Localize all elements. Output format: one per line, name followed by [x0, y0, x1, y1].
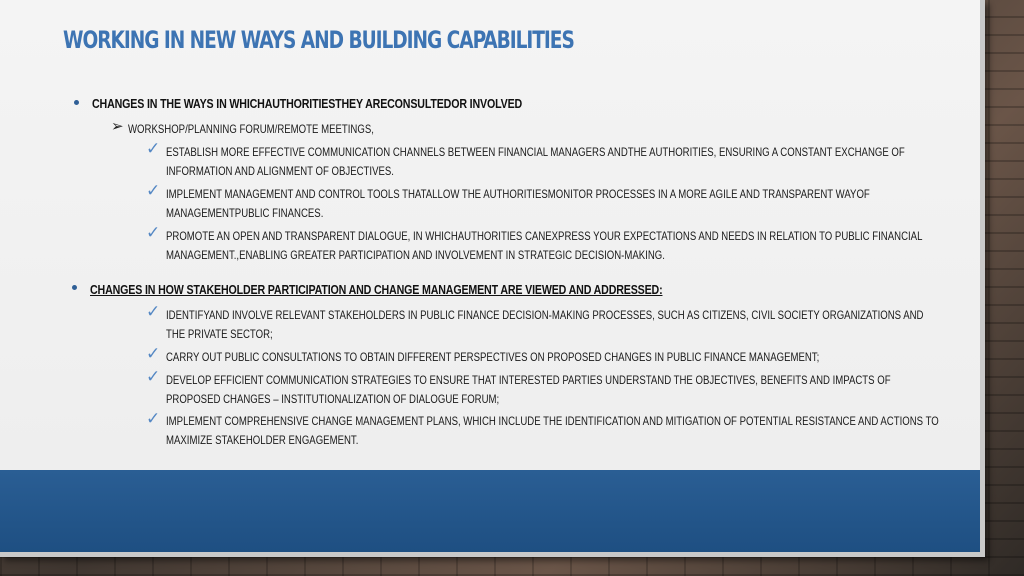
- section1-sub: WORKSHOP/PLANNING FORUM/REMOTE MEETINGS,: [128, 122, 374, 136]
- section2-item: DEVELOP EFFICIENT COMMUNICATION STRATEGIES TO ENSURE THAT INTERESTED PARTIES UNDERSTAND THE OBJECTIVES, BENEFITS AND IMPACTS OF PROPOSED CHANGES – INSTITUTIONALIZATION OF DIALOGUE FORUM;: [166, 373, 891, 406]
- section1-item: IMPLEMENT MANAGEMENT AND CONTROL TOOLS THATALLOW THE AUTHORITIESMONITOR PROCESSES IN A MORE AGILE AND TRANSPARENT WAYOF MANAGEMENTPUBLIC FINANCES.: [166, 187, 870, 220]
- section1-item: PROMOTE AN OPEN AND TRANSPARENT DIALOGUE, IN WHICHAUTHORITIES CANEXPRESS YOUR EXPECTATIONS AND NEEDS IN RELATION TO PUBLIC FINANCIAL MANAGEMENT.,ENABLING GREATER PARTICIPATION AND INVOLVEMENT IN STRATEGIC DECISION-MAKING.: [166, 229, 923, 262]
- arrow-bullet-icon: ➢: [111, 118, 124, 135]
- slide-title: WORKING IN NEW WAYS AND BUILDING CAPABILITIES: [63, 26, 574, 54]
- section1-item: ESTABLISH MORE EFFECTIVE COMMUNICATION CHANNELS BETWEEN FINANCIAL MANAGERS ANDTHE AUTHORITIES, ENSURING A CONSTANT EXCHANGE OF INFORMATION AND ALIGNMENT OF OBJECTIVES.: [166, 145, 905, 178]
- check-icon: ✓: [146, 181, 161, 200]
- section2-item: CARRY OUT PUBLIC CONSULTATIONS TO OBTAIN DIFFERENT PERSPECTIVES ON PROPOSED CHANGES IN PUBLIC FINANCE MANAGEMENT;: [166, 350, 820, 364]
- section2-heading: CHANGES IN HOW STAKEHOLDER PARTICIPATION AND CHANGE MANAGEMENT ARE VIEWED AND ADDRESSED:: [90, 282, 663, 297]
- section2-item: IDENTIFYAND INVOLVE RELEVANT STAKEHOLDERS IN PUBLIC FINANCE DECISION-MAKING PROCESSES, SUCH AS CITIZENS, CIVIL SOCIETY ORGANIZATIONS AND THE PRIVATE SECTOR;: [166, 308, 924, 341]
- check-icon: ✓: [146, 139, 161, 158]
- check-icon: ✓: [146, 223, 161, 242]
- section1-heading: CHANGES IN THE WAYS IN WHICHAUTHORITIESTHEY ARECONSULTEDOR INVOLVED: [92, 96, 523, 111]
- check-icon: ✓: [146, 344, 161, 363]
- check-icon: ✓: [146, 409, 161, 428]
- section2-item: IMPLEMENT COMPREHENSIVE CHANGE MANAGEMENT PLANS, WHICH INCLUDE THE IDENTIFICATION AND MITIGATION OF POTENTIAL RESISTANCE AND ACTIONS TO MAXIMIZE STAKEHOLDER ENGAGEMENT.: [166, 414, 939, 447]
- check-icon: ✓: [146, 367, 161, 386]
- check-icon: ✓: [146, 302, 161, 321]
- footer-band: [0, 470, 980, 552]
- bullet-dot-icon: [74, 100, 79, 105]
- bullet-dot-icon: [72, 285, 77, 290]
